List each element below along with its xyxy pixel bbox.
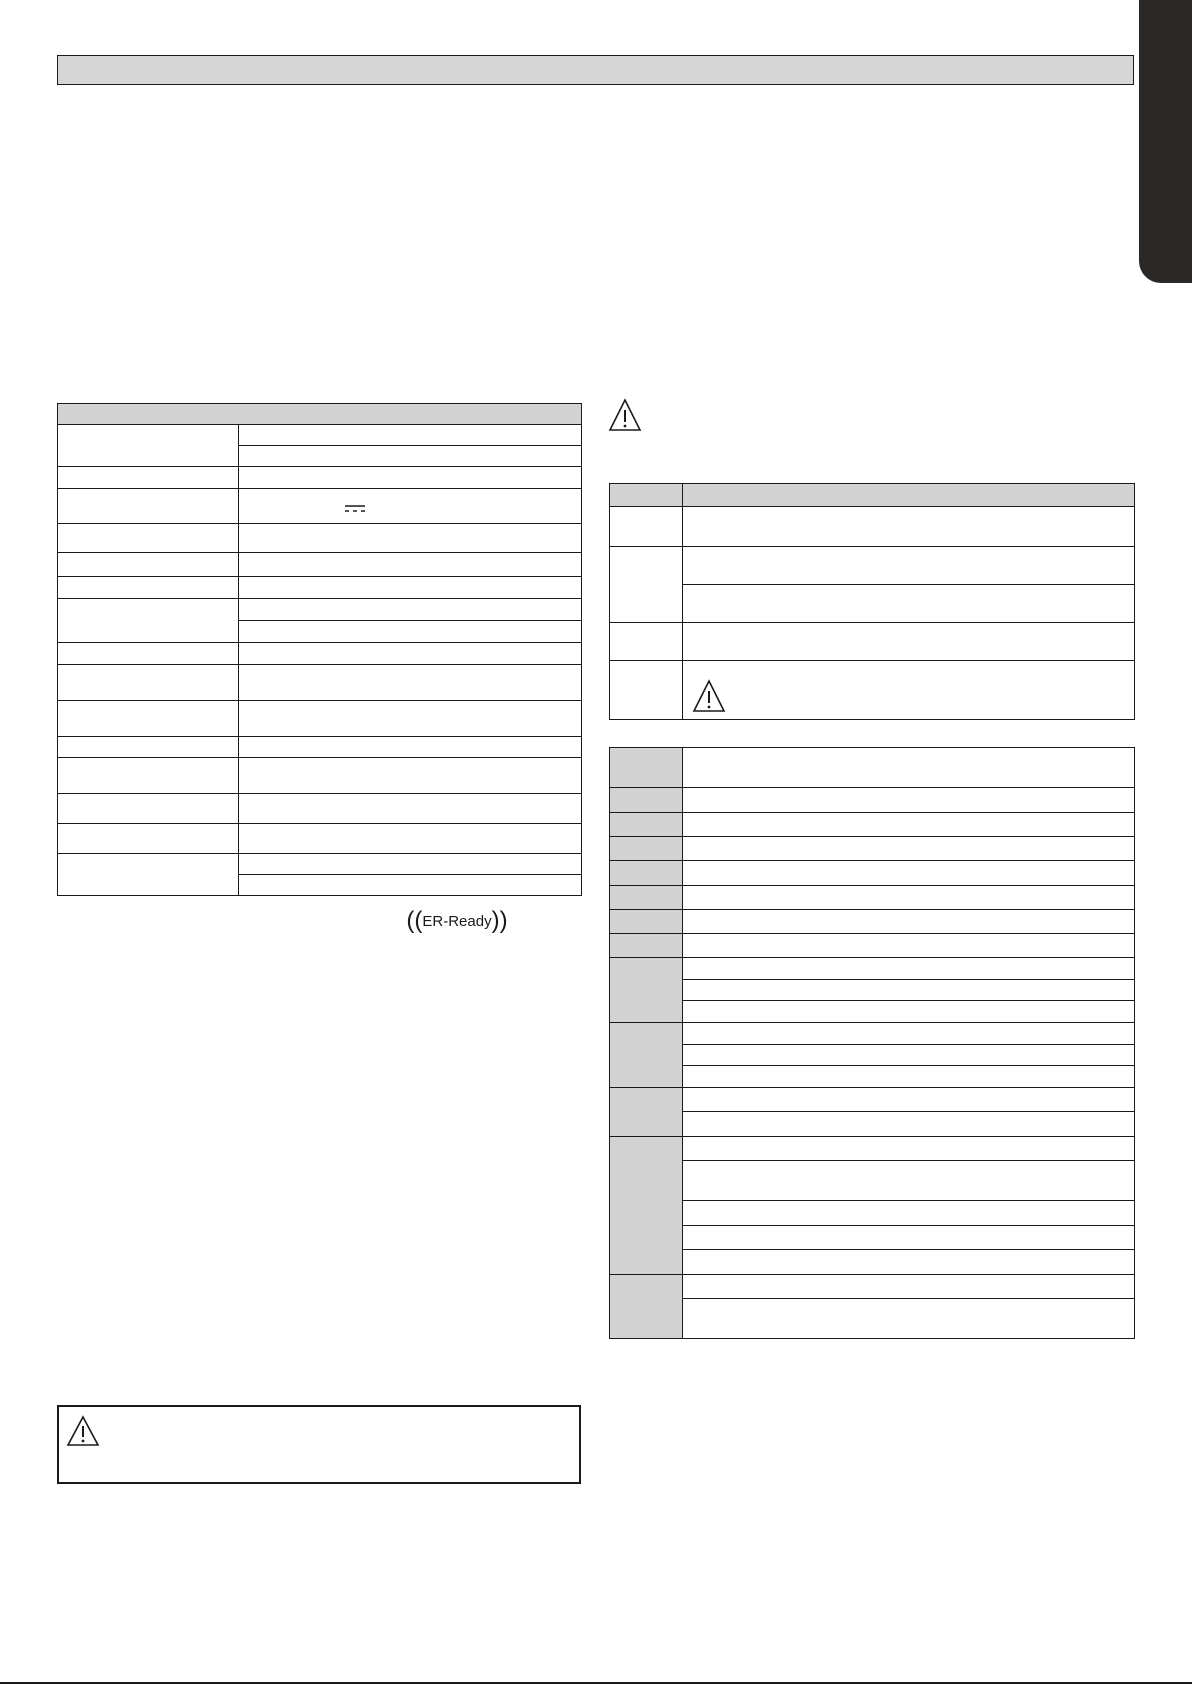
table-row [610, 623, 1135, 661]
table-row [58, 665, 582, 701]
table-row [610, 861, 1135, 886]
table-row [610, 1299, 1135, 1339]
table-row [610, 507, 1135, 547]
warning-box [57, 1405, 581, 1484]
warning-triangle-icon [608, 398, 642, 432]
table-row [610, 1066, 1135, 1088]
table-row [610, 813, 1135, 837]
table-row [58, 701, 582, 737]
table-row [610, 1226, 1135, 1250]
table-row [58, 758, 582, 794]
language-side-tab [1139, 0, 1192, 283]
table-row [610, 910, 1135, 934]
table-row [610, 1137, 1135, 1161]
specifications-table [57, 403, 582, 896]
er-ready-right-bracket: )) [491, 907, 508, 934]
warning-triangle-icon [66, 1415, 100, 1447]
er-ready-label: ER-Ready [422, 912, 492, 930]
table-row [610, 958, 1135, 980]
table-row [610, 1201, 1135, 1226]
dc-symbol-icon [344, 504, 366, 514]
table-row [610, 661, 1135, 720]
table-row [58, 824, 582, 854]
table-row [58, 737, 582, 758]
function-table [609, 747, 1135, 1339]
table-row [610, 748, 1135, 788]
table-row [58, 577, 582, 599]
section-header-bar [57, 55, 1134, 85]
table-row [58, 794, 582, 824]
table-row [610, 585, 1135, 623]
table-row [58, 643, 582, 665]
table-row [58, 524, 582, 553]
table-row [610, 788, 1135, 813]
er-ready-badge [402, 905, 512, 937]
table-row [610, 1001, 1135, 1023]
er-ready-left-bracket: (( [406, 907, 423, 934]
table-row [610, 886, 1135, 910]
table-row [58, 553, 582, 577]
table-row [610, 837, 1135, 861]
table-header-row [58, 404, 582, 425]
table-row [610, 547, 1135, 585]
table-row [610, 1275, 1135, 1299]
table-row [58, 489, 582, 524]
table-row [610, 1045, 1135, 1066]
warning-triangle-icon [692, 679, 726, 713]
table-row [610, 980, 1135, 1001]
table-row [610, 1023, 1135, 1045]
table-row [58, 425, 582, 446]
table-row [58, 467, 582, 489]
table-row [58, 599, 582, 621]
table-row [610, 1088, 1135, 1112]
page-bottom-rule [0, 1682, 1192, 1684]
table-row [58, 854, 582, 875]
table-row [610, 1161, 1135, 1201]
table-header-row [610, 484, 1135, 507]
table-row [610, 1112, 1135, 1137]
table-row [610, 1250, 1135, 1275]
table-row [610, 934, 1135, 958]
signal-table [609, 483, 1135, 720]
